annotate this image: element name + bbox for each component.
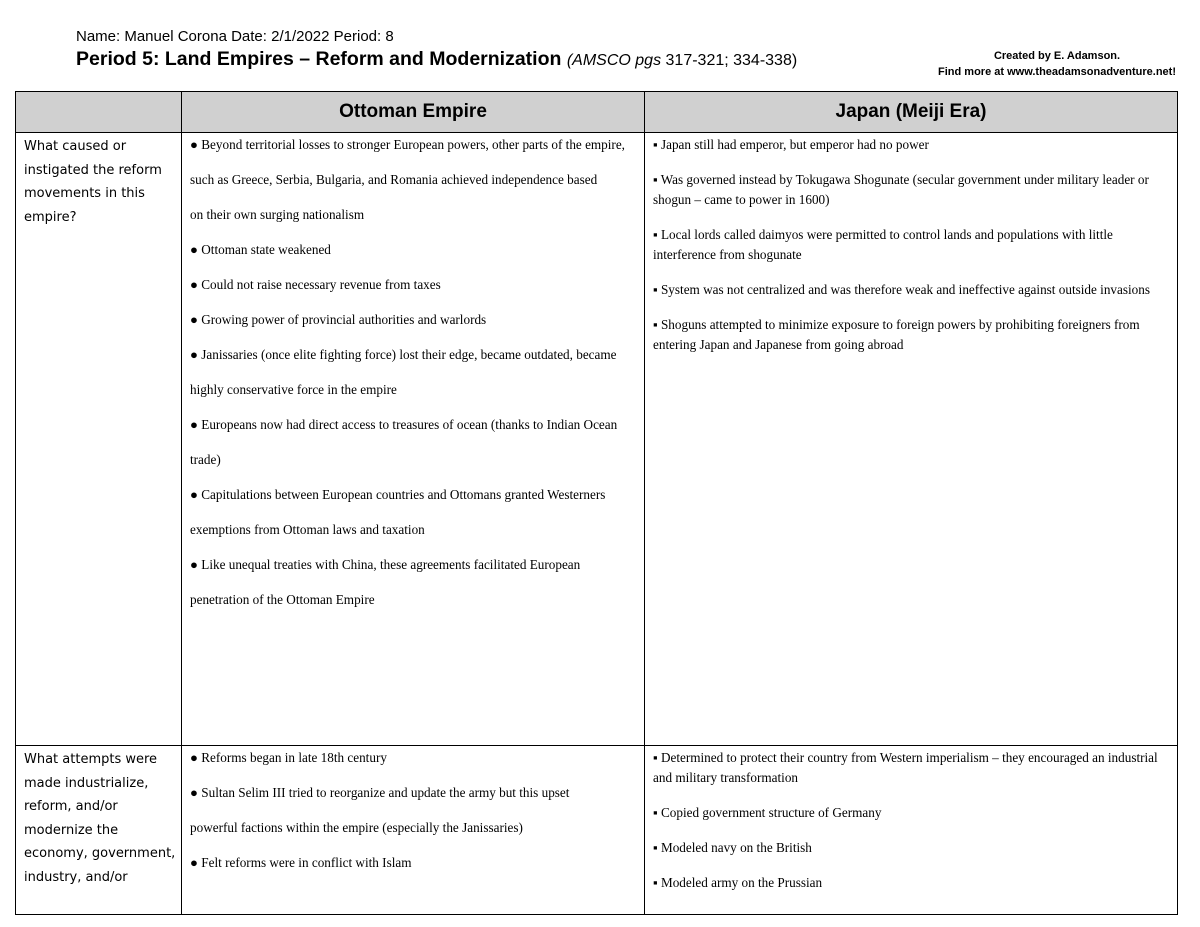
list-item: on their own surging nationalism <box>190 207 365 222</box>
list-item: ● Ottoman state weakened <box>190 242 331 257</box>
list-item: penetration of the Ottoman Empire <box>190 592 375 607</box>
textbook-citation <box>567 52 797 69</box>
citation-italic: (AMSCO pgs <box>566 52 662 69</box>
comparison-table <box>15 91 1178 915</box>
ottoman-cell <box>182 746 645 915</box>
column-header-ottoman: Ottoman Empire <box>182 92 645 133</box>
list-item: ● Europeans now had direct access to treasures of ocean (thanks to Indian Ocean <box>190 417 618 432</box>
list-item: ● Janissaries (once elite fighting force) lost their edge, became outdated, became <box>190 347 617 362</box>
column-header-japan: Japan (Meiji Era) <box>645 92 1178 133</box>
japan-cell <box>645 133 1178 746</box>
list-item: ▪ Was governed instead by Tokugawa Shogunate (secular government under military leader or shogun – came to power in 1600) <box>653 172 1149 207</box>
list-item: exemptions from Ottoman laws and taxation <box>190 522 425 537</box>
credit-line-1: Created by E. Adamson. <box>993 50 1121 62</box>
row-question: What caused or instigated the reform movements in this empire? <box>16 133 182 746</box>
list-item: ▪ Local lords called daimyos were permitted to control lands and populations with little interference from shogunate <box>653 227 1113 262</box>
list-item: ● Reforms began in late 18th century <box>190 750 387 765</box>
list-item: ▪ Shoguns attempted to minimize exposure to foreign powers by prohibiting foreigners from entering Japan and Japanese from going abroad <box>653 317 1140 352</box>
list-item: ● Beyond territorial losses to stronger European powers, other parts of the empire, <box>190 137 625 152</box>
table-header-row <box>16 92 1178 133</box>
worksheet-title <box>76 48 797 71</box>
list-item: ● Could not raise necessary revenue from taxes <box>190 277 441 292</box>
list-item: ▪ Modeled army on the Prussian <box>653 875 823 890</box>
list-item: ● Capitulations between European countries and Ottomans granted Westerners <box>190 487 606 502</box>
list-item: ▪ Determined to protect their country from Western imperialism – they encouraged an industrial and military transformation <box>653 750 1158 785</box>
list-item: ● Growing power of provincial authorities and warlords <box>190 312 487 327</box>
list-item: ▪ Copied government structure of Germany <box>653 805 882 820</box>
list-item: trade) <box>190 452 221 467</box>
japan-cell <box>645 746 1178 915</box>
list-item: highly conservative force in the empire <box>190 382 397 397</box>
citation-pages: 317-321; 334-338) <box>661 52 798 69</box>
list-item: powerful factions within the empire (especially the Janissaries) <box>190 820 523 835</box>
title-text: Period 5: Land Empires – Reform and Modernization <box>76 48 562 70</box>
list-item: ● Sultan Selim III tried to reorganize and update the army but this upset <box>190 785 570 800</box>
list-item: ● Felt reforms were in conflict with Islam <box>190 855 412 870</box>
list-item: ▪ Modeled navy on the British <box>653 840 812 855</box>
column-header-blank <box>16 92 182 133</box>
list-item: ▪ System was not centralized and was therefore weak and ineffective against outside invasions <box>653 282 1150 297</box>
author-credit <box>938 48 1176 80</box>
row-question: What attempts were made industrialize, reform, and/or modernize the economy, government, industry, and/or <box>16 746 182 915</box>
table-row <box>16 133 1178 746</box>
table-row <box>16 746 1178 915</box>
ottoman-cell <box>182 133 645 746</box>
student-info: Name: Manuel Corona Date: 2/1/2022 Period: 8 <box>76 28 394 45</box>
list-item: ● Like unequal treaties with China, these agreements facilitated European <box>190 557 581 572</box>
list-item: ▪ Japan still had emperor, but emperor had no power <box>653 137 929 152</box>
credit-line-2: Find more at www.theadamsonadventure.net! <box>938 66 1176 78</box>
list-item: such as Greece, Serbia, Bulgaria, and Romania achieved independence based <box>190 172 598 187</box>
